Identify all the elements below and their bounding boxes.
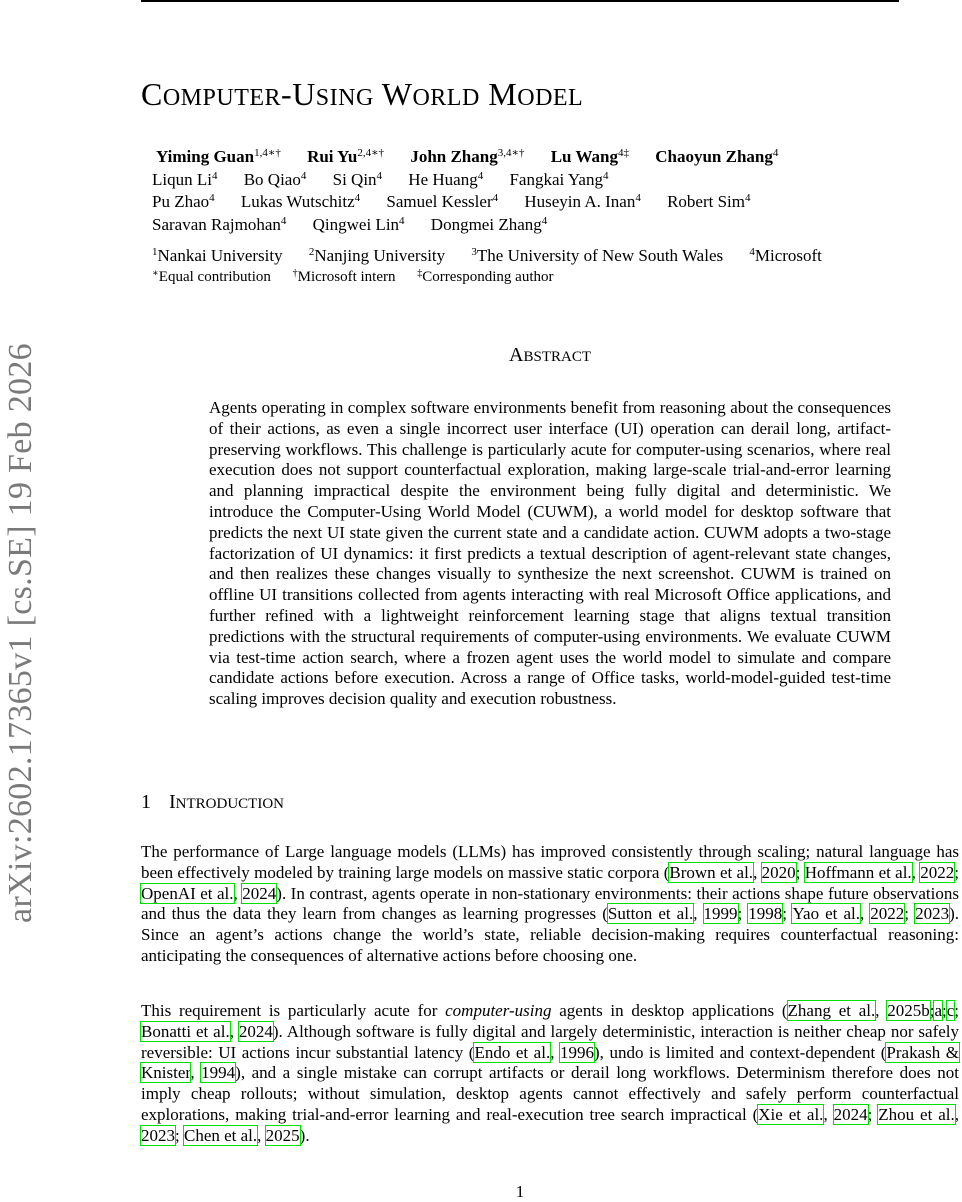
citation-link[interactable]: Xie et al. bbox=[758, 1104, 824, 1124]
body-text: , bbox=[550, 1042, 560, 1062]
abstract-heading: ABSTRACT bbox=[509, 344, 591, 366]
citation-link[interactable]: 2022 bbox=[870, 904, 905, 924]
author-row-2 bbox=[152, 169, 800, 192]
body-text: ; bbox=[867, 1104, 879, 1124]
citation-link[interactable]: 1999 bbox=[703, 904, 738, 924]
body-text: This requirement is particularly acute for bbox=[141, 1001, 446, 1020]
body-text: , bbox=[190, 1063, 202, 1083]
affiliation: $^3$The University of New South Wales bbox=[471, 246, 724, 265]
author-name: Si Qin$^4$ bbox=[332, 169, 383, 189]
citation-link[interactable]: 2025b bbox=[887, 1001, 930, 1020]
body-text: , bbox=[875, 1001, 888, 1020]
author-name: Liqun Li$^4$ bbox=[152, 169, 218, 189]
author-name: Qingwei Lin$^4$ bbox=[312, 214, 405, 234]
body-text: ; bbox=[737, 904, 749, 924]
body-text: ). Although software is fully digital and largely deterministic, interaction is neither cheap nor safely reversible: UI actions incur substantial latency ( bbox=[141, 1021, 960, 1062]
body-text: , bbox=[693, 904, 704, 924]
body-text: ; bbox=[929, 1001, 935, 1020]
citation-link[interactable]: 2020 bbox=[761, 862, 796, 882]
section-heading-introduction: 1 INTRODUCTION bbox=[141, 791, 284, 813]
affiliation: $^1$Nankai University bbox=[152, 246, 283, 265]
citation-link[interactable]: Yao et al. bbox=[792, 904, 860, 924]
citation-link[interactable]: a bbox=[934, 1001, 942, 1020]
citation-link[interactable]: 2024 bbox=[238, 1021, 273, 1041]
body-text: ; bbox=[782, 904, 793, 924]
citation-link[interactable]: Sutton et al. bbox=[607, 904, 694, 924]
author-name: Robert Sim$^4$ bbox=[667, 192, 751, 211]
citation-link[interactable]: Hoffmann et al. bbox=[804, 862, 912, 882]
page-number: 1 bbox=[515, 1182, 525, 1201]
author-name: Yiming Guan$^{1,4∗\dagger}$ bbox=[156, 147, 281, 166]
citation-link[interactable]: 2023 bbox=[141, 1125, 175, 1145]
body-text: , bbox=[229, 1021, 239, 1041]
body-text: agents in desktop applications ( bbox=[551, 1001, 788, 1020]
citation-link[interactable]: Chen et al. bbox=[183, 1125, 258, 1145]
emphasis-text: computer-using bbox=[445, 1001, 552, 1020]
author-name: Chaoyun Zhang$^4$ bbox=[655, 147, 779, 166]
citation-link[interactable]: Bonatti et al. bbox=[141, 1021, 230, 1041]
body-text: ; bbox=[954, 1001, 959, 1020]
top-rule bbox=[141, 0, 899, 2]
author-name: Bo Qiao$^4$ bbox=[243, 169, 307, 189]
author-row-1 bbox=[152, 146, 800, 169]
intro-paragraph-1 bbox=[141, 842, 959, 967]
body-text: ; bbox=[904, 904, 916, 924]
author-name: Pu Zhao$^4$ bbox=[152, 192, 215, 211]
abstract-text: Agents operating in complex software environments benefit from reasoning about the consequences of their actions, as even a single incorrect user interface (UI) operation can derail long, artifact-preserving workflows. This challenge is particularly acute for computer-using scenarios, where real execution does not support counterfactual exploration, making large-scale trial-and-error learning and planning impractical despite the environment being fully digital and deterministic. We introduce the Computer-Using World Model (CUWM), a world model for desktop software that predicts the next UI state given the current state and a candidate action. CUWM adopts a two-stage factorization of UI dynamics: it first predicts a textual description of agent-relevant state changes, and then realizes these changes visually to synthesize the next screenshot. CUWM is trained on offline UI transitions collected from agents interacting with real Microsoft Office applications, and further refined with a lightweight reinforcement learning stage that aligns textual transition predictions with the structural requirements of computer-using environments. We evaluate CUWM via test-time action search, where a frozen agent uses the world model to simulate and compare candidate actions before execution. Across a range of Office tasks, world-model-guided test-time scaling improves decision quality and execution robustness. bbox=[209, 398, 891, 709]
citation-link[interactable]: 2024 bbox=[833, 1104, 868, 1124]
body-text: ), undo is limited and context-dependent ( bbox=[594, 1042, 887, 1062]
citation-link[interactable]: OpenAI et al. bbox=[141, 883, 234, 903]
citation-link[interactable]: Zhou et al. bbox=[878, 1104, 955, 1124]
affiliations bbox=[152, 246, 822, 266]
body-text: ), and a single mistake can corrupt artifacts or derail long workflows. Determinism therefore does not imply cheap rollouts; without simulation, desktop agents cannot effectively and safely perform counterfactual explorations, making trial-and-error learning and real-execution tree search impractical ( bbox=[141, 1063, 959, 1124]
author-name: Rui $Yu^{2,4∗\dagger}$ bbox=[307, 147, 385, 166]
citation-link[interactable]: 2024 bbox=[242, 883, 277, 903]
body-text: , bbox=[954, 1104, 960, 1124]
author-name: Huseyin A. Inan$^4$ bbox=[524, 192, 641, 211]
body-text: ). In contrast, agents operate in non-stationary environments: their actions shape future observations and thus the data they learn from changes as learning progresses ( bbox=[141, 883, 959, 924]
body-text: , bbox=[823, 1104, 834, 1124]
body-text: ; bbox=[795, 862, 805, 882]
citation-link[interactable]: Zhang et al. bbox=[787, 1001, 876, 1020]
affiliation: $^4$Microsoft bbox=[749, 246, 822, 265]
body-text: ). bbox=[299, 1125, 310, 1145]
body-text: ; bbox=[941, 1001, 947, 1020]
body-text: The performance of Large language models (LLMs) has improved consistently through scaling; natural language has been effectively modeled by training large models on massive static corpora ( bbox=[141, 842, 959, 882]
affiliation: $^2$Nanjing University bbox=[308, 246, 446, 265]
author-name: Dongmei Zhang$^4$ bbox=[430, 214, 548, 234]
author-list bbox=[152, 146, 800, 236]
body-text: , bbox=[753, 862, 762, 882]
paper-title: COMPUTER-USING WORLD MODEL bbox=[141, 76, 584, 112]
intro-paragraph-2 bbox=[141, 1001, 959, 1147]
author-note: ∗Equal contribution bbox=[152, 268, 271, 285]
citation-link[interactable]: 2022 bbox=[920, 862, 955, 882]
body-text: ; bbox=[954, 862, 959, 882]
author-name: Fangkai Yang$^4$ bbox=[509, 169, 609, 189]
author-row-4 bbox=[152, 214, 800, 237]
body-text: ). Since an agent’s actions change the world’s state, reliable decision-making requires counterfactual reasoning: anticipating the consequences of alternative actions before choosing one. bbox=[141, 904, 959, 965]
body-text: , bbox=[233, 883, 243, 903]
citation-link[interactable]: c bbox=[946, 1001, 955, 1020]
body-text: , bbox=[257, 1125, 266, 1145]
author-name: John Zhang$^{3,4∗\dagger}$ bbox=[410, 147, 525, 166]
body-text: , bbox=[859, 904, 871, 924]
citation-link[interactable]: Prakash & Knister bbox=[141, 1042, 959, 1083]
body-text: ; bbox=[175, 1125, 184, 1145]
author-name: Saravan Rajmohan$^4$ bbox=[152, 214, 287, 234]
citation-link[interactable]: 1998 bbox=[748, 904, 783, 924]
citation-link[interactable]: Brown et al. bbox=[669, 862, 754, 882]
author-name: Lu Wang$^{4\ddagger}$ bbox=[550, 147, 629, 166]
body-text: , bbox=[911, 862, 921, 882]
arxiv-identifier: arXiv:2602.17365v1 [cs.SE] 19 Feb 2026 bbox=[2, 343, 39, 923]
citation-link[interactable]: 2025 bbox=[265, 1125, 300, 1145]
citation-link[interactable]: 2023 bbox=[915, 904, 950, 924]
author-name: Samuel Kessler$^4$ bbox=[386, 192, 499, 211]
author-notes bbox=[152, 269, 572, 286]
author-name: He Huang$^4$ bbox=[408, 169, 484, 189]
citation-link[interactable]: Endo et al. bbox=[474, 1042, 551, 1062]
author-note: †Microsoft intern bbox=[292, 268, 396, 285]
author-name: Lukas Wutschitz$^4$ bbox=[240, 192, 361, 211]
citation-link[interactable]: 1996 bbox=[560, 1042, 594, 1062]
author-row-3 bbox=[152, 191, 800, 214]
author-note: ‡Corresponding author bbox=[417, 268, 554, 285]
citation-link[interactable]: 1994 bbox=[201, 1063, 236, 1083]
